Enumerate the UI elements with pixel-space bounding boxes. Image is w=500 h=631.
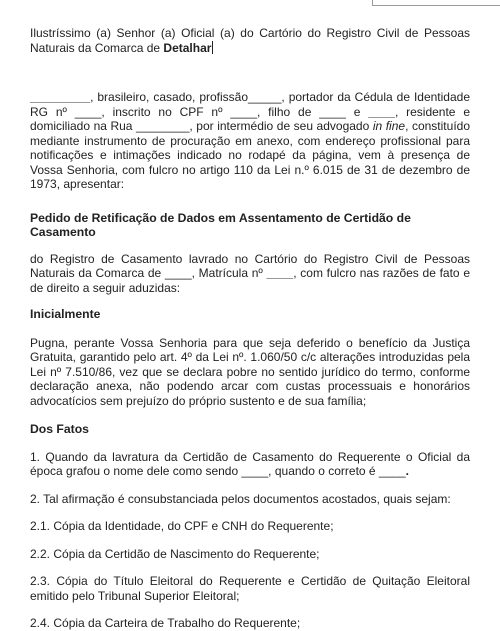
fact-item-2-3: 2.3. Cópia do Título Eleitoral do Requerente e Certidão de Quitação Eleitoral emitido pelo Tribunal Superior Eleitoral; [30, 574, 470, 603]
opening-text: Ilustríssimo (a) Senhor (a) Oficial (a) do Cartório do Registro Civil de Pessoas Naturais da Comarca de [30, 26, 470, 55]
registry-paragraph [30, 252, 470, 296]
detalhar-placeholder[interactable]: Detalhar [163, 40, 212, 55]
text-cursor [212, 41, 213, 54]
registry-text-1: do Registro de Casamento lavrado no Cartório do Registro Civil de Pessoas Naturais da Comarca de ____, Matrícula nº [30, 251, 470, 280]
fact-item-2-1: 2.1. Cópia da Identidade, do CPF e CNH do Requerente; [30, 519, 334, 533]
qualification-text-3: , constituído mediante instrumento de procuração em anexo, com endereço profissional para notificações e intimações indicado no rodapé da página, vem à presença de Vossa Senhoria, com fulcro no artigo 110 da Lei n.º 6.015 de 31 de dezembro de 1973, apresentar: [30, 119, 470, 191]
opening-paragraph [30, 26, 470, 55]
qualification-text-1: , brasileiro, casado, profissão_____, portador da Cédula de Identidade RG nº ____, inscrito no CPF nº ____, filho de ____ e [30, 90, 470, 119]
registration-number-blank: ____ [266, 266, 294, 280]
qualification-paragraph [30, 90, 470, 192]
fact-item-1-text: 1. Quando da lavratura da Certidão de Casamento do Requerente o Oficial da época grafou o nome dele como sendo ____, quando o correto é ____ [30, 449, 470, 478]
request-title: Pedido de Retificação de Dados em Assentamento de Certidão de Casamento [30, 210, 411, 239]
section-heading-dos-fatos: Dos Fatos [30, 422, 89, 436]
window-corner-frame [372, 0, 500, 6]
name-blank: _________ [30, 90, 91, 104]
fact-item-1 [30, 450, 470, 479]
fact-item-2-4: 2.4. Cópia da Carteira de Trabalho do Requerente; [30, 616, 301, 630]
fact-item-2-2: 2.2. Cópia da Certidão de Nascimento do Requerente; [30, 546, 320, 561]
in-fine-italic: in fine [372, 119, 406, 133]
fact-item-1-period: . [405, 464, 409, 478]
qualification-text-2: , residente e domiciliado na Rua ________, por intermédio de seu advogado [30, 104, 470, 133]
fact-item-2: 2. Tal afirmação é consubstanciada pelos documentos acostados, quais sejam: [30, 491, 451, 506]
inicialmente-paragraph: Pugna, perante Vossa Senhoria para que seja deferido o benefício da Justiça Gratuita, garantido pelo art. 4º da Lei nº. 1.060/50 c/c alterações introduzidas pela Lei nº 7.510/86, vez que se declara pobre no sentido jurídico do termo, conforme declaração anexa, não podendo arcar com custas processuais e honorários advocatícios sem prejuízo do próprio sustento e de sua família; [30, 335, 470, 408]
registry-text-2: , com fulcro nas razões de fato e de direito a seguir aduzidas: [30, 266, 470, 295]
mother-name-blank: ____ [368, 104, 395, 119]
document-body [30, 26, 470, 631]
section-heading-inicialmente: Inicialmente [30, 307, 101, 321]
